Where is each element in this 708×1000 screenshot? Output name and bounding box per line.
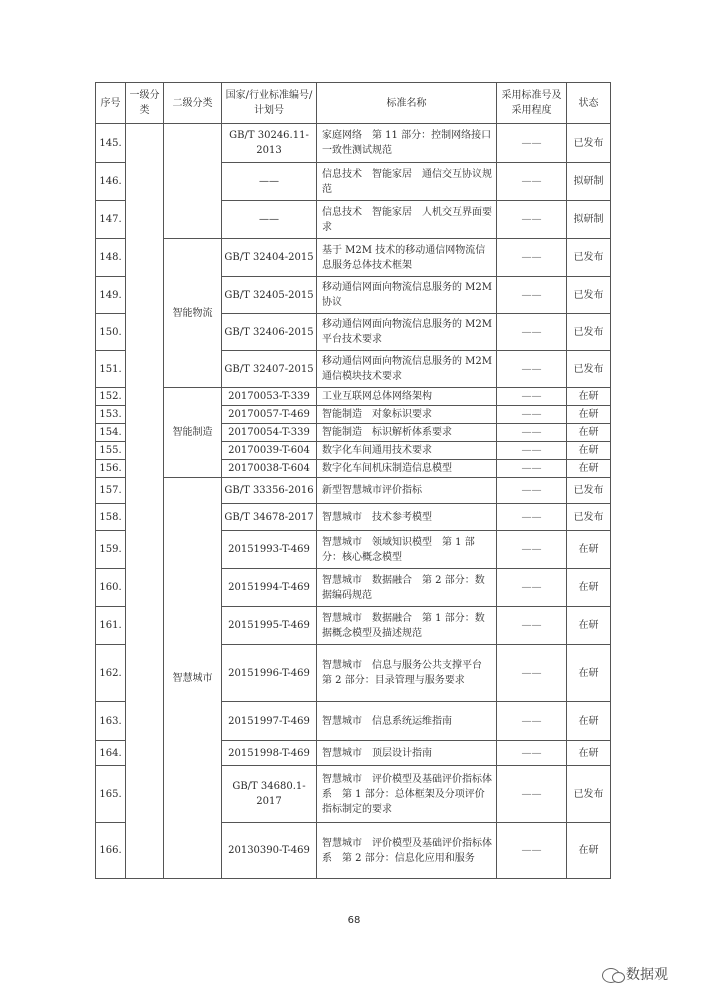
standard-code: 20170057-T-469 bbox=[222, 406, 317, 424]
row-number: 165. bbox=[96, 766, 126, 823]
adoption-cell: —— bbox=[497, 460, 567, 478]
row-number: 145. bbox=[96, 124, 126, 163]
adoption-cell: —— bbox=[497, 569, 567, 607]
status-cell: 在研 bbox=[567, 460, 611, 478]
adoption-cell: —— bbox=[497, 766, 567, 823]
standard-name: 信息技术 智能家居 通信交互协议规范 bbox=[317, 163, 497, 201]
status-cell: 在研 bbox=[567, 645, 611, 702]
standard-name: 智慧城市 数据融合 第 2 部分：数据编码规范 bbox=[317, 569, 497, 607]
adoption-cell: —— bbox=[497, 442, 567, 460]
standard-code: 20151996-T-469 bbox=[222, 645, 317, 702]
header-seq: 序号 bbox=[96, 83, 126, 124]
adoption-cell: —— bbox=[497, 531, 567, 569]
row-number: 166. bbox=[96, 823, 126, 879]
status-cell: 已发布 bbox=[567, 277, 611, 314]
status-cell: 已发布 bbox=[567, 314, 611, 351]
level2-group-manufacturing: 智能制造 bbox=[164, 388, 222, 478]
adoption-cell: —— bbox=[497, 741, 567, 766]
row-number: 154. bbox=[96, 424, 126, 442]
adoption-cell: —— bbox=[497, 645, 567, 702]
adoption-cell: —— bbox=[497, 424, 567, 442]
status-cell: 在研 bbox=[567, 607, 611, 645]
row-number: 151. bbox=[96, 351, 126, 388]
row-number: 155. bbox=[96, 442, 126, 460]
standard-code: 20151995-T-469 bbox=[222, 607, 317, 645]
watermark bbox=[602, 964, 668, 984]
standard-name: 智慧城市 评价模型及基础评价指标体系 第 2 部分：信息化应用和服务 bbox=[317, 823, 497, 879]
adoption-cell: —— bbox=[497, 388, 567, 406]
standard-name: 智能制造 标识解析体系要求 bbox=[317, 424, 497, 442]
status-cell: 在研 bbox=[567, 388, 611, 406]
row-number: 161. bbox=[96, 607, 126, 645]
row-number: 157. bbox=[96, 478, 126, 504]
row-number: 156. bbox=[96, 460, 126, 478]
standard-code: —— bbox=[222, 201, 317, 239]
adoption-cell: —— bbox=[497, 607, 567, 645]
status-cell: 已发布 bbox=[567, 351, 611, 388]
header-adoption: 采用标准号及采用程度 bbox=[497, 83, 567, 124]
standard-code: GB/T 32407-2015 bbox=[222, 351, 317, 388]
standard-code: GB/T 32404-2015 bbox=[222, 239, 317, 277]
table-row bbox=[96, 124, 611, 163]
header-level2: 二级分类 bbox=[164, 83, 222, 124]
adoption-cell: —— bbox=[497, 823, 567, 879]
standard-name: 智慧城市 领域知识模型 第 1 部分：核心概念模型 bbox=[317, 531, 497, 569]
standard-code: 20130390-T-469 bbox=[222, 823, 317, 879]
row-number: 158. bbox=[96, 504, 126, 531]
status-cell: 拟研制 bbox=[567, 163, 611, 201]
row-number: 160. bbox=[96, 569, 126, 607]
page-number: 68 bbox=[347, 915, 361, 926]
standard-name: 智慧城市 信息系统运维指南 bbox=[317, 702, 497, 741]
adoption-cell: —— bbox=[497, 314, 567, 351]
watermark-text: 数据观 bbox=[626, 967, 668, 983]
standard-name: 智能制造 对象标识要求 bbox=[317, 406, 497, 424]
status-cell: 拟研制 bbox=[567, 201, 611, 239]
standard-code: 20151997-T-469 bbox=[222, 702, 317, 741]
status-cell: 已发布 bbox=[567, 124, 611, 163]
standard-name: 智慧城市 顶层设计指南 bbox=[317, 741, 497, 766]
adoption-cell: —— bbox=[497, 201, 567, 239]
table-row bbox=[96, 388, 611, 406]
adoption-cell: —— bbox=[497, 702, 567, 741]
standard-name: 智慧城市 数据融合 第 1 部分：数据概念模型及描述规范 bbox=[317, 607, 497, 645]
status-cell: 在研 bbox=[567, 424, 611, 442]
standard-code: GB/T 34680.1-2017 bbox=[222, 766, 317, 823]
table-row bbox=[96, 478, 611, 504]
standard-name: 数字化车间通用技术要求 bbox=[317, 442, 497, 460]
standard-name: 新型智慧城市评价指标 bbox=[317, 478, 497, 504]
header-row bbox=[96, 83, 611, 124]
row-number: 159. bbox=[96, 531, 126, 569]
standard-code: 20151998-T-469 bbox=[222, 741, 317, 766]
status-cell: 在研 bbox=[567, 569, 611, 607]
adoption-cell: —— bbox=[497, 406, 567, 424]
standard-name: 移动通信网面向物流信息服务的 M2M 平台技术要求 bbox=[317, 314, 497, 351]
standard-name: 移动通信网面向物流信息服务的 M2M 通信模块技术要求 bbox=[317, 351, 497, 388]
standard-name: 家庭网络 第 11 部分：控制网络接口一致性测试规范 bbox=[317, 124, 497, 163]
row-number: 149. bbox=[96, 277, 126, 314]
standard-name: 信息技术 智能家居 人机交互界面要求 bbox=[317, 201, 497, 239]
row-number: 147. bbox=[96, 201, 126, 239]
standard-code: —— bbox=[222, 163, 317, 201]
wechat-icon bbox=[602, 968, 620, 983]
status-cell: 已发布 bbox=[567, 504, 611, 531]
standard-name: 基于 M2M 技术的移动通信网物流信息服务总体技术框架 bbox=[317, 239, 497, 277]
adoption-cell: —— bbox=[497, 351, 567, 388]
row-number: 146. bbox=[96, 163, 126, 201]
status-cell: 已发布 bbox=[567, 766, 611, 823]
header-status: 状态 bbox=[567, 83, 611, 124]
standard-code: GB/T 34678-2017 bbox=[222, 504, 317, 531]
standard-code: 20170054-T-339 bbox=[222, 424, 317, 442]
adoption-cell: —— bbox=[497, 163, 567, 201]
status-cell: 在研 bbox=[567, 531, 611, 569]
table-row bbox=[96, 239, 611, 277]
status-cell: 已发布 bbox=[567, 239, 611, 277]
row-number: 162. bbox=[96, 645, 126, 702]
adoption-cell: —— bbox=[497, 277, 567, 314]
standards-table bbox=[95, 82, 611, 879]
standard-name: 智慧城市 评价模型及基础评价指标体系 第 1 部分：总体框架及分项评价指标制定的要求 bbox=[317, 766, 497, 823]
adoption-cell: —— bbox=[497, 239, 567, 277]
standard-name: 智慧城市 技术参考模型 bbox=[317, 504, 497, 531]
standard-name: 移动通信网面向物流信息服务的 M2M 协议 bbox=[317, 277, 497, 314]
standard-code: GB/T 32406-2015 bbox=[222, 314, 317, 351]
header-level1: 一级分类 bbox=[126, 83, 164, 124]
adoption-cell: —— bbox=[497, 124, 567, 163]
row-number: 163. bbox=[96, 702, 126, 741]
standard-code: 20170039-T-604 bbox=[222, 442, 317, 460]
standard-code: 20170038-T-604 bbox=[222, 460, 317, 478]
header-name: 标准名称 bbox=[317, 83, 497, 124]
row-number: 150. bbox=[96, 314, 126, 351]
level2-cell bbox=[164, 124, 222, 239]
standard-code: 20151994-T-469 bbox=[222, 569, 317, 607]
standard-name: 智慧城市 信息与服务公共支撑平台 第 2 部分：目录管理与服务要求 bbox=[317, 645, 497, 702]
status-cell: 在研 bbox=[567, 442, 611, 460]
level1-cell bbox=[126, 124, 164, 879]
adoption-cell: —— bbox=[497, 504, 567, 531]
status-cell: 在研 bbox=[567, 702, 611, 741]
row-number: 164. bbox=[96, 741, 126, 766]
status-cell: 在研 bbox=[567, 406, 611, 424]
status-cell: 在研 bbox=[567, 823, 611, 879]
row-number: 148. bbox=[96, 239, 126, 277]
standard-code: GB/T 32405-2015 bbox=[222, 277, 317, 314]
row-number: 153. bbox=[96, 406, 126, 424]
status-cell: 已发布 bbox=[567, 478, 611, 504]
header-code: 国家/行业标准编号/计划号 bbox=[222, 83, 317, 124]
standard-name: 工业互联网总体网络架构 bbox=[317, 388, 497, 406]
adoption-cell: —— bbox=[497, 478, 567, 504]
row-number: 152. bbox=[96, 388, 126, 406]
standard-code: GB/T 30246.11-2013 bbox=[222, 124, 317, 163]
level2-group-city: 智慧城市 bbox=[164, 478, 222, 879]
standard-code: 20170053-T-339 bbox=[222, 388, 317, 406]
status-cell: 在研 bbox=[567, 741, 611, 766]
standard-code: GB/T 33356-2016 bbox=[222, 478, 317, 504]
level2-group-logistics: 智能物流 bbox=[164, 239, 222, 388]
standard-name: 数字化车间机床制造信息模型 bbox=[317, 460, 497, 478]
standard-code: 20151993-T-469 bbox=[222, 531, 317, 569]
